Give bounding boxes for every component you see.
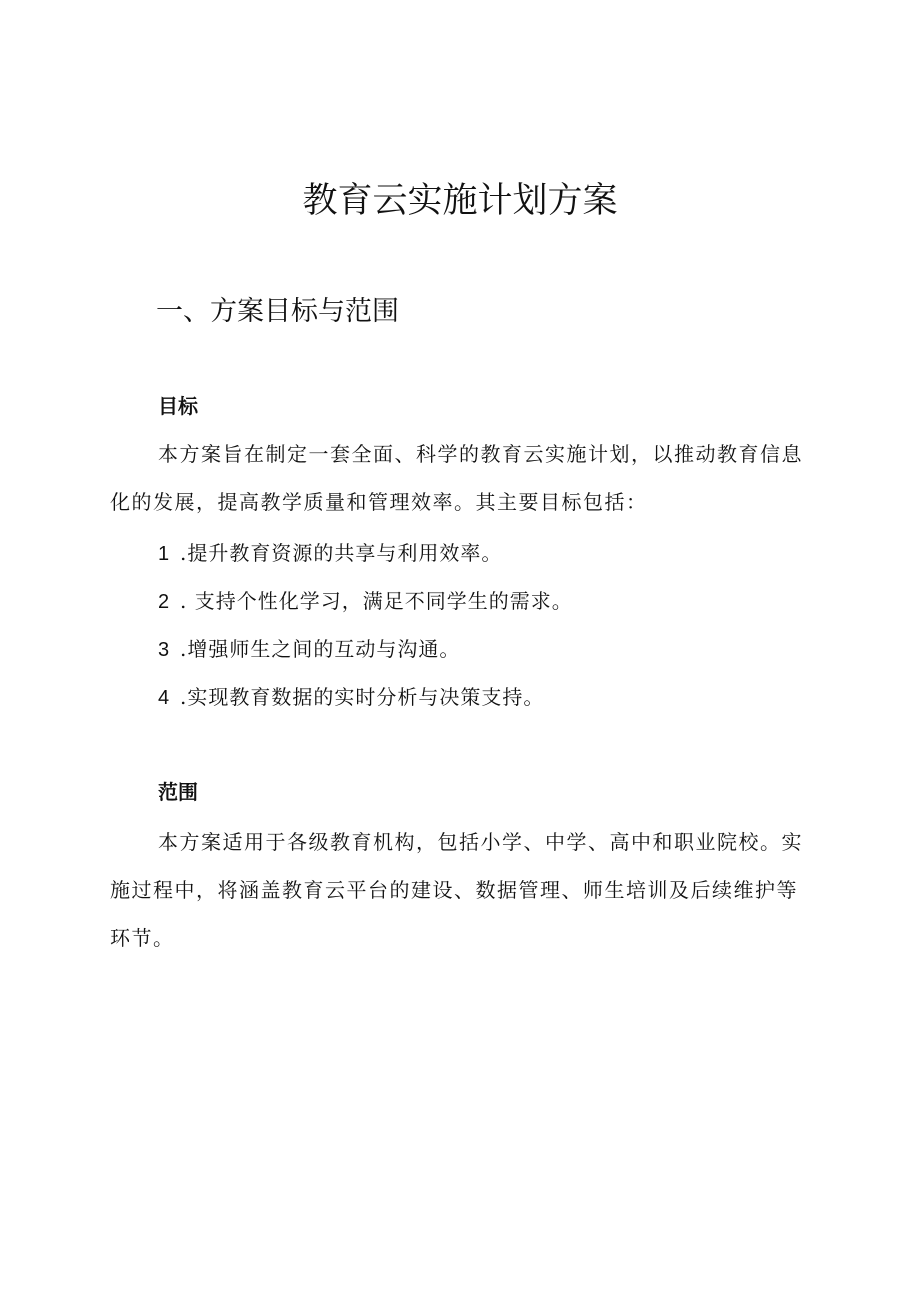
section-heading: 一、方案目标与范围 <box>156 296 399 327</box>
goal-list <box>158 529 573 721</box>
scope-paragraph: 本方案适用于各级教育机构，包括小学、中学、高中和职业院校。实施过程中，将涵盖教育云平台的建设、数据管理、师生培训及后续维护等环节。 <box>110 830 803 950</box>
list-item: 3 .增强师生之间的互动与沟通。 <box>158 637 461 661</box>
goal-intro-paragraph: 本方案旨在制定一套全面、科学的教育云实施计划，以推动教育信息化的发展，提高教学质量和管理效率。其主要目标包括： <box>110 442 803 514</box>
scope-heading: 范围 <box>158 780 198 804</box>
list-item: 1 .提升教育资源的共享与利用效率。 <box>158 541 503 565</box>
goal-heading: 目标 <box>158 394 198 418</box>
list-item: 4 .实现教育数据的实时分析与决策支持。 <box>158 685 545 709</box>
document-title: 教育云实施计划方案 <box>302 181 618 221</box>
list-item: 2 . 支持个性化学习，满足不同学生的需求。 <box>158 589 573 613</box>
